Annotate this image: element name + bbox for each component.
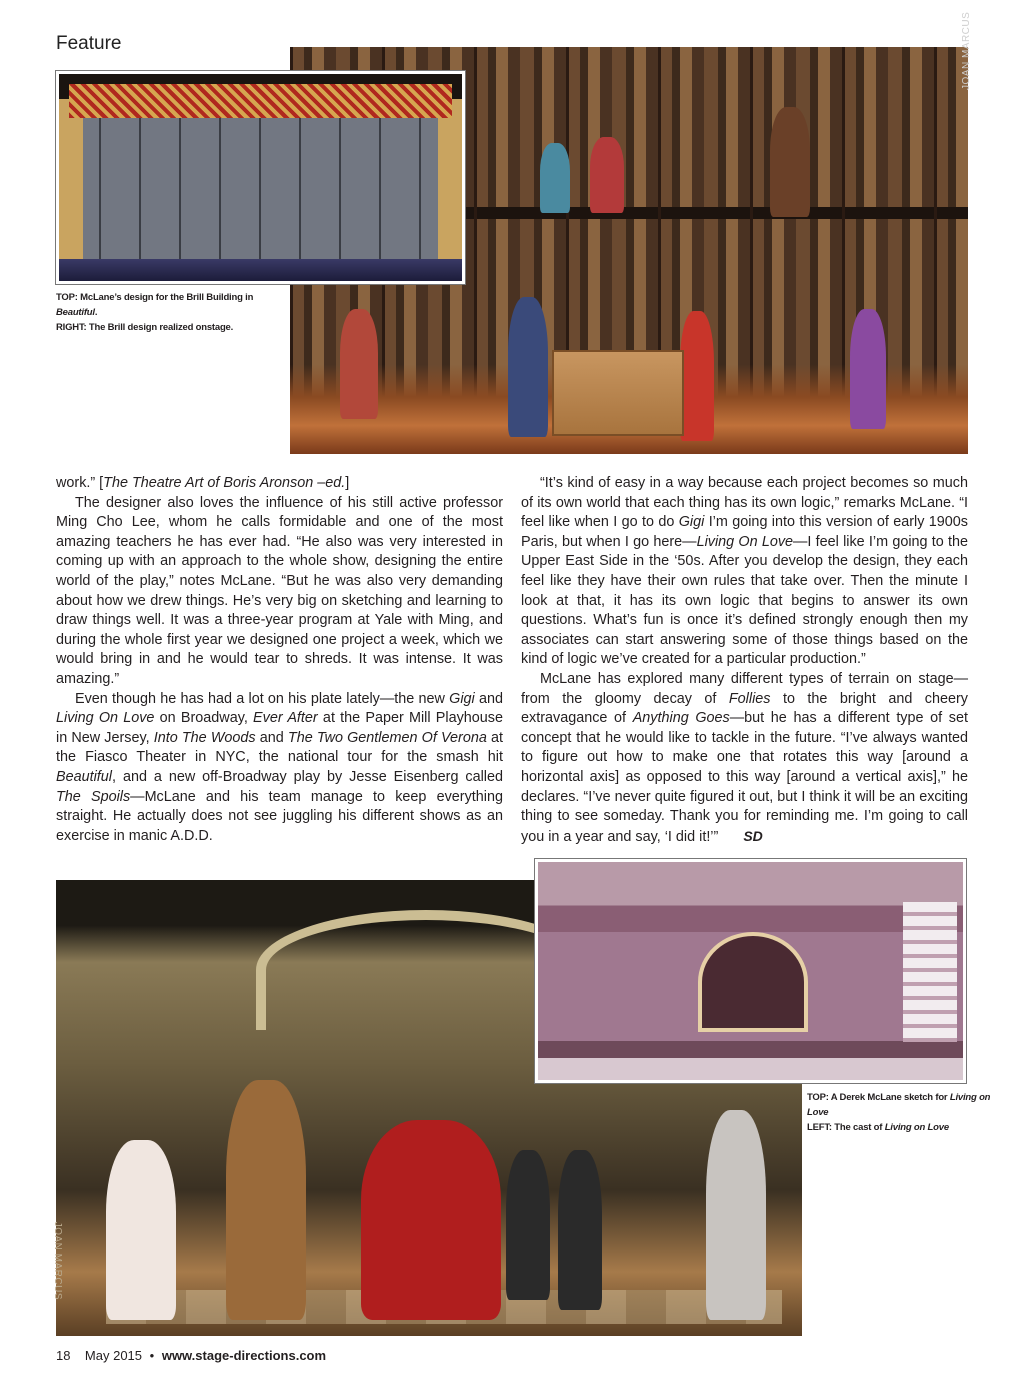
show-title: Into The Woods	[153, 729, 256, 746]
performer-figure	[361, 1120, 501, 1320]
marquee-roof	[69, 84, 452, 118]
performer-figure	[706, 1110, 766, 1320]
show-title: Living On Love	[56, 710, 155, 727]
show-title: The Spoils	[56, 788, 131, 805]
caption-text: TOP: McLane’s design for the Brill Building in	[56, 292, 254, 303]
performer-figure	[508, 297, 548, 437]
show-title: Living On Love	[696, 533, 794, 550]
caption-line: RIGHT: The Brill design realized onstage.	[56, 322, 234, 333]
text-run: work.” [	[56, 475, 104, 491]
sketch-bookshelf	[903, 902, 957, 1042]
text-run: to the bright and cheery extravagance of	[521, 690, 968, 727]
issue-date: May 2015	[84, 1348, 143, 1363]
caption-title: Living on Love	[884, 1122, 949, 1133]
performer-figure	[106, 1140, 176, 1320]
caption-text: LEFT: The cast of	[807, 1122, 885, 1133]
performer-figure	[340, 309, 378, 419]
paragraph	[56, 690, 503, 847]
show-title: Beautiful	[56, 768, 113, 785]
text-run: “It’s kind of easy in a way because each project becomes so much of its own world that each thing has its own logic,” remarks McLane. “I feel like when I go to do	[521, 475, 968, 531]
text-run: and	[255, 729, 288, 746]
brill-building-design-photo	[56, 71, 465, 284]
article-column-left	[56, 474, 503, 846]
website-link[interactable]: www.stage-directions.com	[161, 1348, 327, 1363]
text-run: at the Paper Mill Playhouse in New Jersey,	[56, 710, 503, 746]
show-title: The Two Gentlemen Of Verona	[287, 729, 487, 746]
top-caption	[56, 290, 286, 335]
text-run: I’m going into this version of early 1900s Paris, but when I go here—	[521, 514, 968, 550]
stage-floor	[59, 259, 462, 281]
text-run: McLane has explored many different types of terrain on stage—from the gloomy decay of	[521, 670, 968, 707]
page-footer	[56, 1348, 326, 1363]
performer-figure	[506, 1150, 550, 1300]
performer-figure	[770, 107, 810, 217]
performer-figure	[226, 1080, 306, 1320]
performer-figure	[558, 1150, 602, 1310]
caption-text: TOP: A Derek McLane sketch for	[807, 1092, 950, 1103]
text-run: and	[474, 690, 503, 707]
text-run: —but he has a different type of set concept that he would like to tackle in the future. “I’ve always wanted to figure out how to make one that rotates this way [around a horizontal axis] as opposed to this way [around a vertical axis],” he declares. “I’ve never quite figured it out, but I think it will be an exciting thing to see someday. Thank you for reminding me. I’m going to call you in a year and say, ‘I did it!’”	[521, 710, 968, 845]
paragraph: The designer also loves the influence of his still active professor Ming Cho Lee, whom he calls formidable and one of the most amazing teachers he has ever had. “He also was very interested in coming up with an approach to the whole show, designing the entire world of the play,” notes McLane. “But he was also very demanding about how we drew things. He’s very big on sketching and learning to draw things well. It was a three-year program at Yale with Ming, and during the whole first year we designed one project a week, which we would bring in and he would tear to shreds. It was intense. It was amazing.”	[56, 494, 503, 687]
performer-figure	[850, 309, 886, 429]
text-run: —I feel like I’m going to the Upper East Side in the ‘50s. After you develop the design, they each feel like they have their own rules that take over. Then the minute I look at that, it has its own logic that begins to answer its own questions. What’s fun is once it’s defined strongly enough then my associates can start answering some of those things based on the kind of logic we’ve created for a particular production.”	[521, 533, 969, 668]
show-title: Follies	[728, 690, 771, 707]
caption-line	[807, 1090, 1007, 1120]
footer-bullet: •	[149, 1348, 155, 1363]
sketch-alcove	[698, 932, 808, 1032]
bottom-caption	[807, 1090, 1007, 1135]
piano	[552, 350, 684, 436]
book-title: The Theatre Art of Boris Aronson –ed.	[103, 475, 346, 491]
paragraph	[521, 670, 968, 847]
performer-figure	[680, 311, 714, 441]
text-run: on Broadway,	[154, 710, 254, 727]
caption-text: .	[94, 307, 98, 318]
section-label: Feature	[56, 33, 122, 54]
text-run: —McLane and his team manage to keep everything straight. He actually does not see juggling his different shows as an exercise in manic A.D.D.	[56, 788, 503, 844]
text-run: , and a new off-Broadway play by Jesse Eisenberg called	[112, 768, 503, 785]
show-title: Anything Goes	[632, 710, 730, 727]
paragraph	[56, 474, 503, 494]
text-run: at the Fiasco Theater in NYC, the national tour for the smash hit	[56, 729, 503, 766]
page-number: 18	[56, 1348, 71, 1363]
caption-title: Beautiful	[56, 307, 95, 318]
paragraph	[521, 474, 968, 670]
living-on-love-sketch	[535, 859, 966, 1083]
photo-credit: JOAN MARCUS	[52, 1221, 63, 1300]
article-column-right	[521, 474, 968, 847]
caption-title: Living on Love	[807, 1092, 991, 1118]
show-title: Gigi	[449, 690, 475, 707]
performer-figure	[590, 137, 624, 213]
performer-figure	[540, 143, 570, 213]
show-title: Ever After	[253, 710, 318, 727]
show-title: Gigi	[678, 514, 705, 531]
text-run: ]	[345, 475, 350, 491]
text-run: Even though he has had a lot on his plate lately—the new	[75, 690, 450, 707]
end-mark-logo: SD	[743, 827, 763, 844]
caption-line	[807, 1120, 1007, 1135]
caption-line	[56, 290, 286, 320]
photo-credit: JOAN MARCUS	[961, 11, 972, 90]
